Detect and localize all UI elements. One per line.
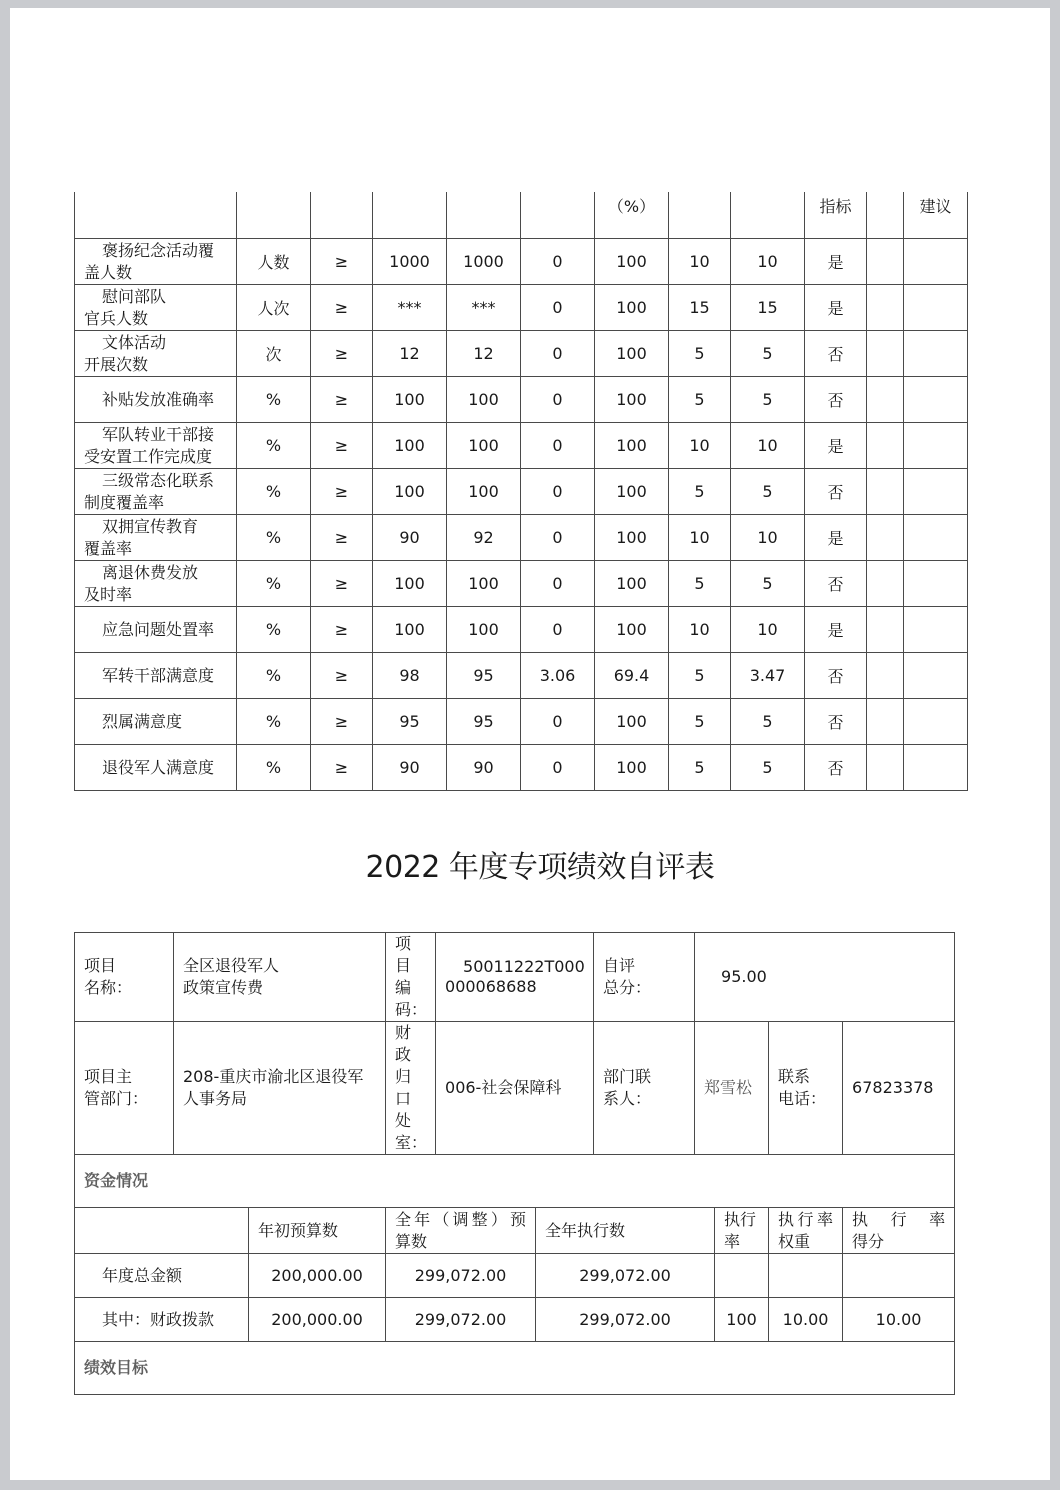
indicator-rate: 69.4: [595, 653, 669, 699]
page-title: 2022 年度专项绩效自评表: [365, 850, 715, 885]
header-indicator: 指标: [805, 192, 867, 239]
indicator-note: [867, 515, 904, 561]
indicator-op: ≥: [311, 331, 373, 377]
indicator-core: 是: [805, 423, 867, 469]
rate-weight-header: 执行率 权重: [769, 1208, 843, 1254]
indicator-suggestion: [904, 285, 968, 331]
funds-initial: 200,000.00: [249, 1298, 386, 1342]
indicator-core: 否: [805, 653, 867, 699]
indicator-weight: 5: [669, 331, 731, 377]
funds-section-row: [75, 1155, 955, 1208]
indicator-score: 5: [731, 561, 805, 607]
phone: 67823378: [843, 1022, 955, 1155]
indicator-suggestion: [904, 239, 968, 285]
indicator-core: 是: [805, 515, 867, 561]
funds-row: [75, 1254, 955, 1298]
indicator-name: 双拥宣传教育 覆盖率: [75, 515, 237, 561]
indicator-actual: 12: [447, 331, 521, 377]
indicator-target: 90: [373, 515, 447, 561]
goals-section-heading: 绩效目标: [75, 1342, 955, 1395]
indicator-core: 是: [805, 607, 867, 653]
indicator-core: 否: [805, 699, 867, 745]
indicator-unit: 次: [237, 331, 311, 377]
indicator-rate: 100: [595, 469, 669, 515]
indicator-actual: 100: [447, 469, 521, 515]
indicator-core: 否: [805, 561, 867, 607]
funds-executed: 299,072.00: [536, 1298, 715, 1342]
indicator-note: [867, 745, 904, 791]
indicator-unit: %: [237, 423, 311, 469]
indicator-weight: 5: [669, 699, 731, 745]
funds-header-row: [75, 1208, 955, 1254]
indicator-name: 文体活动 开展次数: [75, 331, 237, 377]
funds-weight: 10.00: [769, 1298, 843, 1342]
indicator-op: ≥: [311, 607, 373, 653]
total-score: 95.00: [695, 933, 955, 1022]
indicator-actual: 100: [447, 423, 521, 469]
project-code: 50011222T000 000068688: [436, 933, 594, 1022]
dept: 208-重庆市渝北区退役军 人事务局: [174, 1022, 386, 1155]
indicator-note: [867, 653, 904, 699]
funds-initial: 200,000.00: [249, 1254, 386, 1298]
indicator-deviation: 0: [521, 285, 595, 331]
indicator-score: 5: [731, 745, 805, 791]
indicator-suggestion: [904, 607, 968, 653]
indicator-target: 95: [373, 699, 447, 745]
indicator-name: 补贴发放准确率: [75, 377, 237, 423]
indicator-weight: 10: [669, 239, 731, 285]
indicator-weight: 10: [669, 515, 731, 561]
indicator-op: ≥: [311, 561, 373, 607]
indicator-actual: 100: [447, 607, 521, 653]
adjusted-budget-header: 全年（调整）预 算数: [386, 1208, 536, 1254]
indicator-core: 否: [805, 331, 867, 377]
indicator-rate: 100: [595, 239, 669, 285]
indicator-note: [867, 377, 904, 423]
indicator-deviation: 0: [521, 377, 595, 423]
funds-rate: 100: [715, 1298, 769, 1342]
indicator-unit: %: [237, 699, 311, 745]
funds-rate: [715, 1254, 769, 1298]
finance-office: 006-社会保障科: [436, 1022, 594, 1155]
indicator-actual: 100: [447, 561, 521, 607]
indicator-suggestion: [904, 653, 968, 699]
indicator-unit: %: [237, 515, 311, 561]
indicator-weight: 5: [669, 469, 731, 515]
funds-label: 年度总金额: [75, 1254, 249, 1298]
indicator-unit: %: [237, 745, 311, 791]
indicator-row: [75, 561, 968, 607]
indicator-suggestion: [904, 561, 968, 607]
indicator-actual: ***: [447, 285, 521, 331]
indicator-suggestion: [904, 745, 968, 791]
indicator-unit: 人次: [237, 285, 311, 331]
indicator-rate: 100: [595, 699, 669, 745]
indicator-row: [75, 423, 968, 469]
indicator-row: [75, 745, 968, 791]
indicator-weight: 5: [669, 745, 731, 791]
indicator-target: 100: [373, 377, 447, 423]
indicator-weight: 5: [669, 377, 731, 423]
project-name: 全区退役军人 政策宣传费: [174, 933, 386, 1022]
indicator-note: [867, 331, 904, 377]
indicator-row: [75, 699, 968, 745]
indicator-rate: 100: [595, 561, 669, 607]
indicator-unit: %: [237, 561, 311, 607]
indicator-op: ≥: [311, 515, 373, 561]
indicator-unit: %: [237, 377, 311, 423]
indicator-weight: 15: [669, 285, 731, 331]
indicator-name: 军队转业干部接 受安置工作完成度: [75, 423, 237, 469]
indicator-note: [867, 699, 904, 745]
indicator-unit: %: [237, 607, 311, 653]
indicator-row: [75, 285, 968, 331]
indicator-rate: 100: [595, 423, 669, 469]
indicator-score: 5: [731, 377, 805, 423]
indicator-target: 100: [373, 469, 447, 515]
indicator-target: 100: [373, 423, 447, 469]
indicator-target: 100: [373, 607, 447, 653]
indicator-target: 98: [373, 653, 447, 699]
indicator-score: 10: [731, 515, 805, 561]
funds-adjusted: 299,072.00: [386, 1298, 536, 1342]
indicator-deviation: 0: [521, 423, 595, 469]
indicator-score: 10: [731, 239, 805, 285]
contact-person: 郑雪松: [695, 1022, 769, 1155]
indicator-note: [867, 469, 904, 515]
indicator-rate: 100: [595, 515, 669, 561]
initial-budget-header: 年初预算数: [249, 1208, 386, 1254]
indicator-target: 90: [373, 745, 447, 791]
executed-header: 全年执行数: [536, 1208, 715, 1254]
indicator-score: 10: [731, 607, 805, 653]
indicator-deviation: 0: [521, 699, 595, 745]
indicator-weight: 5: [669, 653, 731, 699]
indicator-unit: %: [237, 653, 311, 699]
indicator-target: 100: [373, 561, 447, 607]
indicator-suggestion: [904, 377, 968, 423]
indicator-row: [75, 515, 968, 561]
indicator-core: 是: [805, 285, 867, 331]
indicator-actual: 95: [447, 699, 521, 745]
indicator-row: [75, 331, 968, 377]
indicator-core: 否: [805, 469, 867, 515]
indicator-score: 5: [731, 331, 805, 377]
indicator-score: 10: [731, 423, 805, 469]
indicator-op: ≥: [311, 653, 373, 699]
indicator-score: 5: [731, 469, 805, 515]
indicator-suggestion: [904, 699, 968, 745]
indicator-rate: 100: [595, 377, 669, 423]
indicator-name: 退役军人满意度: [75, 745, 237, 791]
indicator-op: ≥: [311, 377, 373, 423]
indicator-row: [75, 653, 968, 699]
funds-score: [843, 1254, 955, 1298]
self-evaluation-table: [74, 932, 955, 1395]
indicator-rate: 100: [595, 607, 669, 653]
header-suggestion: 建议: [904, 192, 968, 239]
indicator-name: 慰问部队 官兵人数: [75, 285, 237, 331]
indicator-note: [867, 561, 904, 607]
project-code-label: 项目 编码：: [386, 933, 436, 1022]
indicator-note: [867, 239, 904, 285]
indicator-note: [867, 607, 904, 653]
contact-label: 部门联 系人：: [594, 1022, 695, 1155]
funds-weight: [769, 1254, 843, 1298]
indicator-rate: 100: [595, 745, 669, 791]
indicator-name: 应急问题处置率: [75, 607, 237, 653]
indicator-target: 12: [373, 331, 447, 377]
project-info-row-2: [75, 1022, 955, 1155]
indicator-unit: %: [237, 469, 311, 515]
rate-score-header: 执行率 得分: [843, 1208, 955, 1254]
indicator-target: 1000: [373, 239, 447, 285]
indicator-actual: 90: [447, 745, 521, 791]
indicator-row: [75, 469, 968, 515]
funds-adjusted: 299,072.00: [386, 1254, 536, 1298]
indicator-actual: 92: [447, 515, 521, 561]
indicator-deviation: 0: [521, 239, 595, 285]
indicator-deviation: 0: [521, 331, 595, 377]
indicator-row: [75, 607, 968, 653]
indicator-note: [867, 285, 904, 331]
document-page: [10, 8, 1050, 1480]
indicator-table-header-row: [75, 192, 968, 239]
indicator-deviation: 0: [521, 469, 595, 515]
indicator-op: ≥: [311, 423, 373, 469]
indicator-core: 否: [805, 377, 867, 423]
header-unit-pct: （%）: [595, 192, 669, 239]
indicator-score: 15: [731, 285, 805, 331]
indicator-suggestion: [904, 331, 968, 377]
indicator-deviation: 0: [521, 515, 595, 561]
indicator-deviation: 3.06: [521, 653, 595, 699]
indicator-note: [867, 423, 904, 469]
funds-row: [75, 1298, 955, 1342]
goals-section-row: [75, 1342, 955, 1395]
indicator-name: 三级常态化联系 制度覆盖率: [75, 469, 237, 515]
funds-section-heading: 资金情况: [75, 1155, 955, 1208]
indicator-core: 是: [805, 239, 867, 285]
project-info-row-1: [75, 933, 955, 1022]
indicator-name: 军转干部满意度: [75, 653, 237, 699]
indicator-weight: 10: [669, 607, 731, 653]
indicator-score: 5: [731, 699, 805, 745]
indicator-suggestion: [904, 469, 968, 515]
indicator-suggestion: [904, 423, 968, 469]
project-name-label: 项目 名称：: [75, 933, 174, 1022]
indicator-op: ≥: [311, 239, 373, 285]
indicator-rate: 100: [595, 331, 669, 377]
indicator-name: 褒扬纪念活动覆 盖人数: [75, 239, 237, 285]
indicator-target: ***: [373, 285, 447, 331]
indicator-table: [74, 192, 968, 791]
indicator-name: 离退休费发放 及时率: [75, 561, 237, 607]
indicator-actual: 100: [447, 377, 521, 423]
indicator-deviation: 0: [521, 561, 595, 607]
indicator-actual: 1000: [447, 239, 521, 285]
indicator-op: ≥: [311, 745, 373, 791]
indicator-row: [75, 239, 968, 285]
indicator-suggestion: [904, 515, 968, 561]
indicator-unit: 人数: [237, 239, 311, 285]
indicator-name: 烈属满意度: [75, 699, 237, 745]
indicator-op: ≥: [311, 285, 373, 331]
indicator-op: ≥: [311, 699, 373, 745]
indicator-deviation: 0: [521, 607, 595, 653]
finance-office-label: 财政归 口处室：: [386, 1022, 436, 1155]
indicator-rate: 100: [595, 285, 669, 331]
total-score-label: 自评 总分：: [594, 933, 695, 1022]
indicator-op: ≥: [311, 469, 373, 515]
dept-label: 项目主 管部门：: [75, 1022, 174, 1155]
indicator-weight: 5: [669, 561, 731, 607]
indicator-deviation: 0: [521, 745, 595, 791]
indicator-actual: 95: [447, 653, 521, 699]
funds-score: 10.00: [843, 1298, 955, 1342]
indicator-weight: 10: [669, 423, 731, 469]
exec-rate-header: 执行率: [715, 1208, 769, 1254]
indicator-score: 3.47: [731, 653, 805, 699]
phone-label: 联系 电话：: [769, 1022, 843, 1155]
funds-executed: 299,072.00: [536, 1254, 715, 1298]
indicator-row: [75, 377, 968, 423]
indicator-core: 否: [805, 745, 867, 791]
funds-label: 其中：财政拨款: [75, 1298, 249, 1342]
